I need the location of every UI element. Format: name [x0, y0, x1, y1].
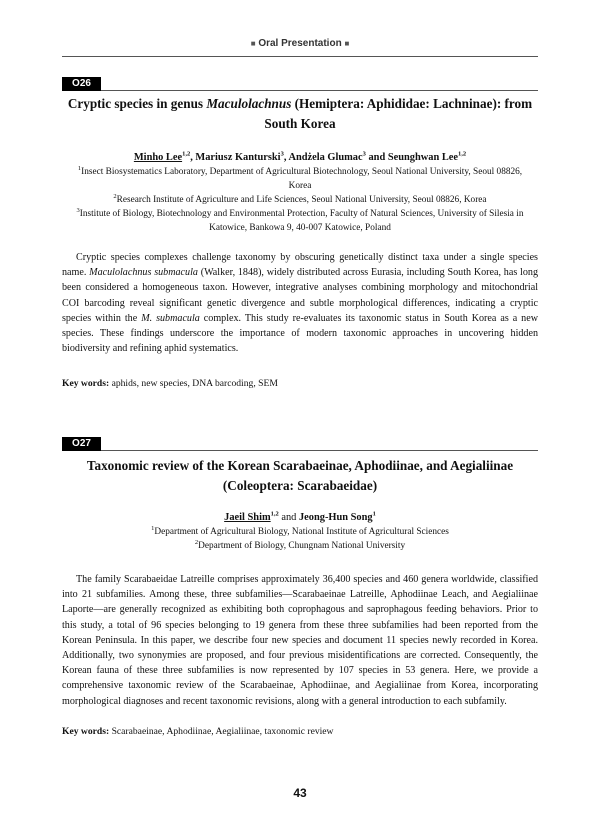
- abstract-body: The family Scarabaeidae Latreille comprises approximately 36,400 species and 460 genera worldwide, classified into 21 subfamilies. Among these, three subfamilies—Scarabaeinae Latreille, Aphodiinae Leach, and Aegialiinae Laporte—are generally recognized as exhibiting both coprophagous and saprophagous feeding behaviors. Prior to this study, a total of 96 species belonging to 19 genera from these three subfamilies had been reported from the Korean Peninsula. In this paper, we describe four new species and document 11 species newly recorded in Korea. Additionally, two synonymies are proposed, and four previous misidentifications are corrected. Consequently, the Korean fauna of these three subfamilies is now represented by 107 species in 53 genera. Here, we provide a comprehensive taxonomic review of the Scarabaeinae, Aphodiinae, and Aegialiinae from Korea, incorporating morphological diagnoses and recent taxonomic revisions, along with a general introduction to each subfamily.: [62, 574, 538, 707]
- header-square-left: ■: [250, 39, 256, 48]
- page-number: 43: [293, 786, 307, 800]
- author-sep: and: [278, 512, 299, 523]
- title-text: Cryptic species in genus: [67, 96, 207, 111]
- section-rule-o27: [62, 450, 538, 451]
- section-rule-o26: [62, 90, 538, 91]
- keywords-label: Key words:: [62, 726, 110, 737]
- author: Andżela Glumac: [288, 152, 363, 163]
- header-square-right: ■: [344, 39, 350, 48]
- affiliation-sup: 1: [77, 164, 82, 172]
- body-text: complex. This study re-evaluates its taxonomic status in South Korea as a new species. These findings underscore the importance of modern taxonomic approaches in uncovering hidden biodiversity and refining aphid systematics.: [62, 312, 538, 355]
- presenting-author: Minho Lee: [133, 152, 183, 163]
- author: Jeong-Hun Song: [298, 512, 373, 523]
- abstract-code-badge: O26: [62, 77, 101, 91]
- affiliation-text: Department of Biology, Chungnam National University: [198, 541, 406, 551]
- affiliation-text: Research Institute of Agriculture and Life Sciences, Seoul National University, Seoul 08826, Korea: [116, 195, 487, 205]
- abstract-body: [62, 250, 538, 356]
- keywords: [62, 725, 538, 739]
- affiliation-text: Insect Biosystematics Laboratory, Department of Agricultural Biotechnology, Seoul National University, Seoul 08826, Korea: [81, 167, 523, 191]
- affiliation-text: Institute of Biology, Biotechnology and Environmental Protection, Faculty of Natural Sciences, University of Silesia in Katowice, Bankowa 9, 40-007 Katowice, Poland: [79, 209, 524, 233]
- affiliation: [62, 525, 538, 539]
- abstract-title: Taxonomic review of the Korean Scarabaeinae, Aphodiinae, and Aegialiinae (Coleoptera: Scarabaeidae): [86, 458, 514, 493]
- keywords: [62, 377, 538, 391]
- author-sup: 1,2: [270, 510, 279, 518]
- author-sep: and: [365, 152, 388, 163]
- affiliation-sup: 3: [76, 206, 80, 214]
- affiliation-sup: 1: [151, 524, 155, 532]
- affiliation: [62, 539, 538, 553]
- keywords-text: aphids, new species, DNA barcoding, SEM: [111, 378, 278, 389]
- author-sup: 1,2: [182, 150, 191, 158]
- affiliation: [72, 165, 528, 193]
- body-text: Cryptic species complexes challenge taxonomy by obscuring genetically distinct taxa under a single species name.: [62, 252, 538, 279]
- author-list: [62, 151, 538, 165]
- author: Seunghwan Lee: [387, 152, 458, 163]
- keywords-label: Key words:: [62, 378, 110, 389]
- abstract-title: [62, 94, 538, 134]
- affiliation: [62, 207, 538, 235]
- presenting-author: Jaeil Shim: [224, 512, 271, 523]
- author-sup: 1,2: [457, 150, 467, 158]
- keywords-text: Scarabaeinae, Aphodiinae, Aegialiinae, taxonomic review: [111, 726, 334, 737]
- author-list: [62, 511, 538, 525]
- author: Mariusz Kanturski: [195, 152, 281, 163]
- header-label: Oral Presentation: [258, 38, 342, 49]
- species-name: Maculolachnus submacula: [89, 267, 198, 279]
- author-sep: ,: [283, 152, 289, 163]
- species-name: M. submacula: [141, 312, 200, 324]
- author-sup: 1: [372, 510, 376, 518]
- title-text-rest: (Hemiptera: Aphididae: Lachninae): from South Korea: [264, 96, 533, 131]
- title-genus: Maculolachnus: [206, 96, 292, 111]
- author-sup: 3: [362, 150, 366, 158]
- body-text: (Walker, 1848), widely distributed across Eurasia, including South Korea, has long been considered a homogeneous taxon. However, integrative analyses combining morphology and mitochondrial COI barcoding reveal significant genetic divergence and subtle morphological differences, indicating a cryptic species within the: [62, 267, 538, 324]
- author-sep: ,: [190, 152, 196, 163]
- affiliation-sup: 2: [194, 538, 199, 546]
- abstract-code-badge: O27: [62, 437, 101, 451]
- author-sup: 3: [280, 150, 284, 158]
- affiliation: [62, 193, 538, 207]
- affiliation-sup: 2: [113, 192, 117, 200]
- affiliation-text: Department of Agricultural Biology, National Institute of Agricultural Sciences: [154, 527, 449, 537]
- header-rule: [62, 56, 538, 57]
- running-header: [0, 38, 600, 49]
